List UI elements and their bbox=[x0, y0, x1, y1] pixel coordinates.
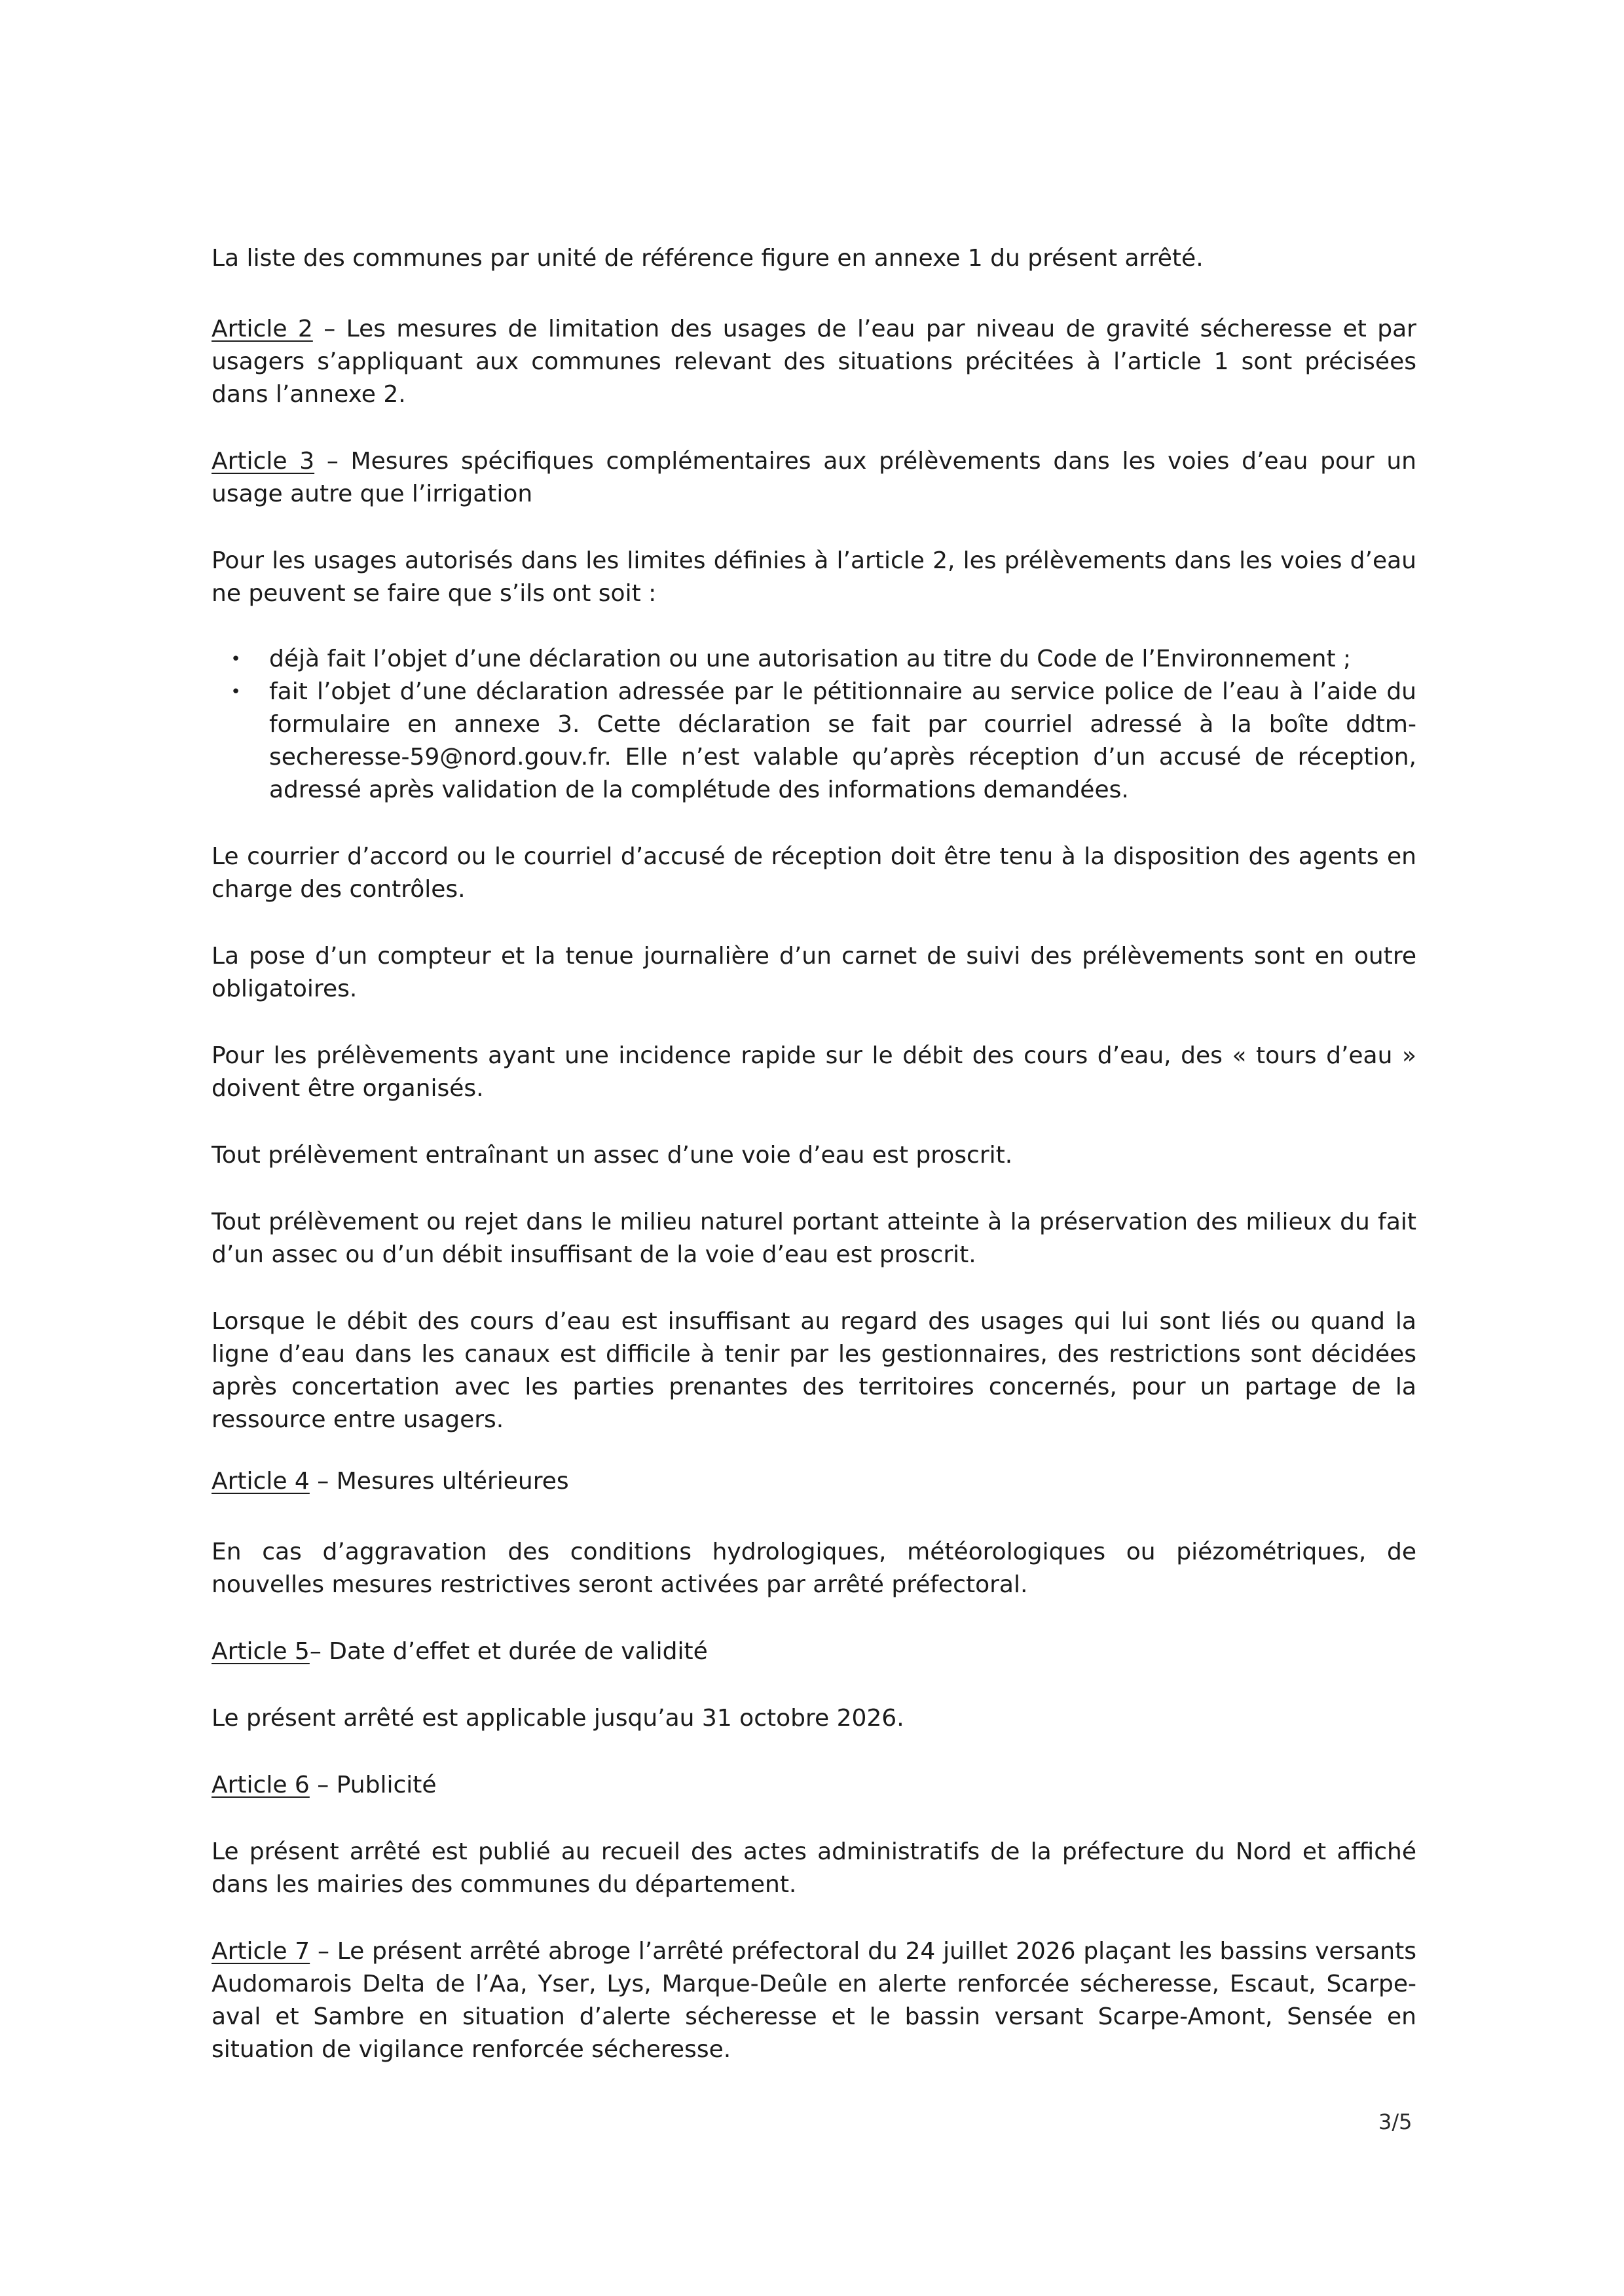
list-item bbox=[231, 643, 1416, 676]
article-3-paragraph-5: Tout prélèvement entraînant un assec d’une voie d’eau est proscrit. bbox=[212, 1142, 1013, 1169]
article-5-heading: Article 5 bbox=[212, 1638, 310, 1665]
list-item-text: fait l’objet d’une déclaration adressée par le pétitionnaire au service police de l’eau à l’aide du formulaire en annexe 3. Cette déclaration se fait par courriel adressé à la boîte ddtm-secheresse-59@nord.gouv.fr. Elle n’est valable qu’après réception d’un accusé de réception, adressé après validation de la complétude des informations demandées. bbox=[269, 678, 1416, 803]
article-4-title: – Mesures ultérieures bbox=[309, 1468, 569, 1495]
article-3-heading: Article 3 bbox=[212, 448, 315, 475]
article-5-title-paragraph bbox=[212, 1635, 1416, 1668]
article-5-title: – Date d’effet et durée de validité bbox=[309, 1638, 708, 1665]
article-2-paragraph bbox=[212, 313, 1416, 411]
article-3-paragraph-4: Pour les prélèvements ayant une incidence rapide sur le débit des cours d’eau, des « tours d’eau » doivent être organisés. bbox=[212, 1042, 1416, 1102]
list-item-text: déjà fait l’objet d’une déclaration ou une autorisation au titre du Code de l’Environnement ; bbox=[269, 646, 1352, 672]
article-3-paragraph-3: La pose d’un compteur et la tenue journalière d’un carnet de suivi des prélèvements sont en outre obligatoires. bbox=[212, 943, 1416, 1002]
article-2-heading: Article 2 bbox=[212, 316, 313, 342]
article-6-paragraph: Le présent arrêté est publié au recueil des actes administratifs de la préfecture du Nord et affiché dans les mairies des communes du département. bbox=[212, 1838, 1416, 1898]
article-6-title: – Publicité bbox=[309, 1772, 437, 1798]
bullet-icon: • bbox=[231, 682, 241, 702]
article-5-paragraph: Le présent arrêté est applicable jusqu’au 31 octobre 2026. bbox=[212, 1705, 904, 1732]
article-7-text: – Le présent arrêté abroge l’arrêté préfectoral du 24 juillet 2026 plaçant les bassins versants Audomarois Delta de l’Aa, Yser, Lys, Marque-Deûle en alerte renforcée sécheresse, Escaut, Scarpe-aval et Sambre en situation d’alerte sécheresse et le bassin versant Scarpe-Amont, Sensée en situation de vigilance renforcée sécheresse. bbox=[212, 1938, 1416, 2063]
page-number: 3/5 bbox=[1378, 2109, 1412, 2134]
intro-paragraph: La liste des communes par unité de référence figure en annexe 1 du présent arrêté. bbox=[212, 245, 1204, 272]
article-7-paragraph bbox=[212, 1935, 1416, 2066]
document-body bbox=[212, 242, 1416, 2066]
bullet-icon: • bbox=[231, 649, 241, 669]
article-4-heading: Article 4 bbox=[212, 1468, 310, 1495]
article-2-text: – Les mesures de limitation des usages de l’eau par niveau de gravité sécheresse et par usagers s’appliquant aux communes relevant des situations précitées à l’article 1 sont précisées dans l’annexe 2. bbox=[212, 316, 1416, 408]
article-3-paragraph-1: Pour les usages autorisés dans les limites définies à l’article 2, les prélèvements dans les voies d’eau ne peuvent se faire que s’ils ont soit : bbox=[212, 547, 1416, 607]
article-3-title: – Mesures spécifiques complémentaires aux prélèvements dans les voies d’eau pour un usage autre que l’irrigation bbox=[212, 448, 1416, 507]
article-3-bullet-list bbox=[212, 643, 1416, 807]
article-6-title-paragraph bbox=[212, 1769, 1416, 1802]
article-4-paragraph: En cas d’aggravation des conditions hydrologiques, météorologiques ou piézométriques, de nouvelles mesures restrictives seront activées par arrêté préfectoral. bbox=[212, 1539, 1416, 1598]
article-3-paragraph-7: Lorsque le débit des cours d’eau est insuffisant au regard des usages qui lui sont liés ou quand la ligne d’eau dans les canaux est difficile à tenir par les gestionnaires, des restrictions sont décidées après concertation avec les parties prenantes des territoires concernés, pour un partage de la ressource entre usagers. bbox=[212, 1308, 1416, 1433]
article-3-title-paragraph bbox=[212, 445, 1416, 511]
article-4-title-paragraph bbox=[212, 1465, 1416, 1498]
article-7-heading: Article 7 bbox=[212, 1938, 310, 1965]
article-3-paragraph-6: Tout prélèvement ou rejet dans le milieu naturel portant atteinte à la préservation des milieux du fait d’un assec ou d’un débit insuffisant de la voie d’eau est proscrit. bbox=[212, 1209, 1416, 1268]
list-item bbox=[231, 676, 1416, 807]
article-6-heading: Article 6 bbox=[212, 1772, 310, 1798]
article-3-paragraph-2: Le courrier d’accord ou le courriel d’accusé de réception doit être tenu à la disposition des agents en charge des contrôles. bbox=[212, 843, 1416, 903]
